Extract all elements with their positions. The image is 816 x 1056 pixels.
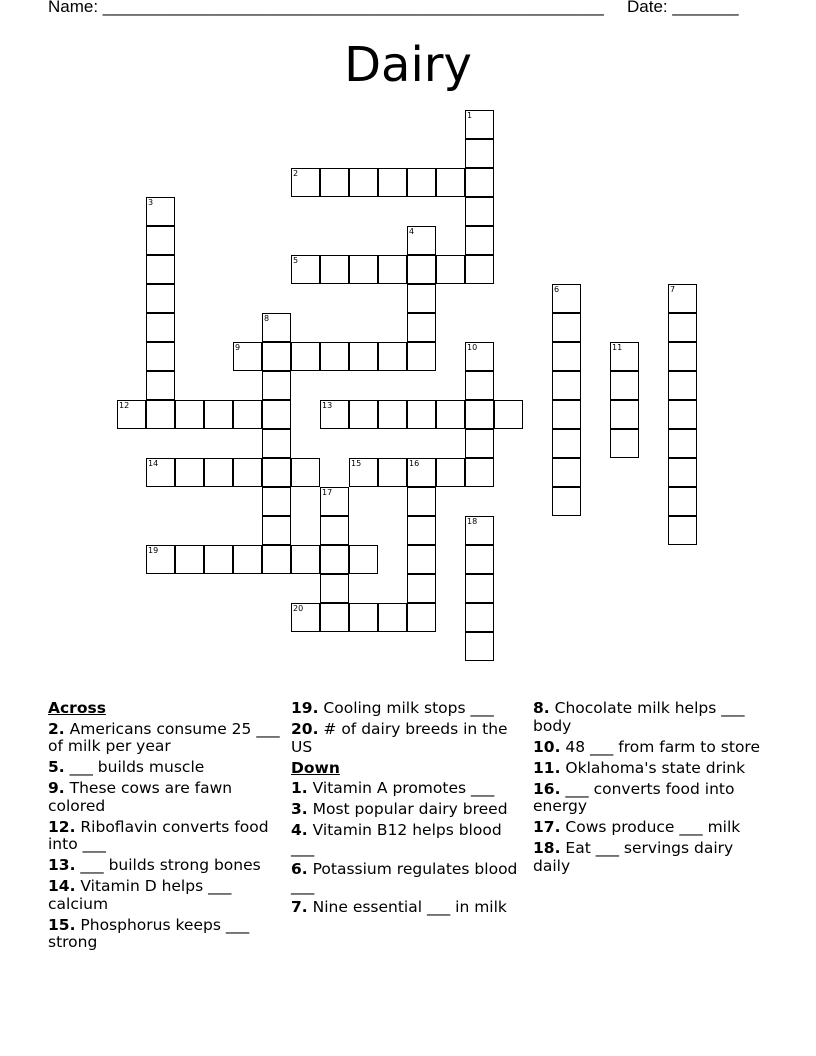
clue-text: Phosphorus keeps ___ strong [48,915,250,951]
grid-cell[interactable] [465,516,494,545]
clues-column-3 [533,700,765,879]
clue-number-label: 12. [48,817,76,836]
grid-cell[interactable] [552,400,581,429]
clue-item [533,840,765,875]
grid-cell[interactable] [378,168,407,197]
grid-cell[interactable] [320,168,349,197]
clue-item [533,819,765,837]
grid-cell[interactable] [349,400,378,429]
clue-number-label: 16. [533,779,561,798]
grid-cell[interactable] [146,313,175,342]
grid-cell[interactable] [407,487,436,516]
clue-text: Chocolate milk helps ___ body [533,699,745,735]
clue-item [291,861,523,896]
clue-number-label: 11. [533,758,561,777]
grid-cell[interactable] [204,400,233,429]
grid-cell[interactable] [465,255,494,284]
grid-cell[interactable] [175,458,204,487]
clue-number: 1 [467,111,473,120]
grid-cell[interactable] [494,400,523,429]
clue-text: Vitamin B12 helps blood ___ [291,821,502,857]
clue-item [48,759,280,777]
grid-cell[interactable] [552,342,581,371]
grid-cell[interactable] [291,342,320,371]
clue-number-label: 18. [533,839,561,857]
clue-text: Cows produce ___ milk [565,818,741,836]
grid-cell[interactable] [610,371,639,400]
clue-number-label: 20. [291,720,319,738]
grid-cell[interactable] [175,400,204,429]
grid-cell[interactable] [320,342,349,371]
grid-cell[interactable] [146,545,175,574]
clue-item [291,899,523,917]
clue-number-label: 14. [48,877,76,895]
grid-cell[interactable] [610,400,639,429]
clue-number: 20 [293,604,304,613]
grid-cell[interactable] [552,313,581,342]
clue-item [533,781,765,816]
grid-cell[interactable] [320,400,349,429]
clue-number: 19 [148,546,159,555]
grid-cell[interactable] [407,168,436,197]
clue-text: 48 ___ from farm to store [565,737,761,756]
grid-cell[interactable] [668,313,697,342]
clue-number: 3 [148,198,154,207]
grid-cell[interactable] [175,545,204,574]
grid-cell[interactable] [291,458,320,487]
clue-item [533,760,765,778]
grid-cell[interactable] [610,342,639,371]
grid-cell[interactable] [349,545,378,574]
grid-cell[interactable] [407,400,436,429]
grid-cell[interactable] [320,255,349,284]
grid-cell[interactable] [465,574,494,603]
clue-text: Americans consume 25 ___ of milk per year [48,719,280,755]
grid-cell[interactable] [349,342,378,371]
page-title: Dairy [344,37,472,93]
grid-cell[interactable] [668,458,697,487]
clue-item [291,822,523,857]
grid-cell[interactable] [407,284,436,313]
clue-number-label: 6. [291,859,308,878]
grid-cell[interactable] [610,429,639,458]
clue-item [48,780,280,815]
clue-text: Eat ___ servings dairy daily [533,839,734,875]
grid-cell[interactable] [465,226,494,255]
grid-cell[interactable] [291,603,320,632]
grid-cell[interactable] [262,516,291,545]
grid-cell[interactable] [465,458,494,487]
grid-cell[interactable] [204,545,233,574]
clue-item [291,780,523,798]
grid-cell[interactable] [349,168,378,197]
grid-cell[interactable] [233,400,262,429]
grid-cell[interactable] [320,603,349,632]
grid-cell[interactable] [262,371,291,400]
grid-cell[interactable] [465,400,494,429]
grid-cell[interactable] [233,545,262,574]
grid-cell[interactable] [465,371,494,400]
grid-cell[interactable] [668,487,697,516]
clue-item [291,721,523,756]
grid-cell[interactable] [407,603,436,632]
grid-cell[interactable] [146,255,175,284]
grid-cell[interactable] [378,458,407,487]
clue-text: These cows are fawn colored [48,779,233,815]
clue-number: 15 [351,459,362,468]
grid-cell[interactable] [465,545,494,574]
grid-cell[interactable] [436,400,465,429]
grid-cell[interactable] [262,313,291,342]
section-heading: Down [291,758,340,777]
grid-cell[interactable] [320,487,349,516]
clue-number: 14 [148,459,159,468]
clue-text: # of dairy breeds in the US [291,720,508,756]
grid-cell[interactable] [668,371,697,400]
grid-cell[interactable] [668,284,697,313]
clue-text: Cooling milk stops ___ [323,699,494,717]
grid-cell[interactable] [552,429,581,458]
clue-number: 18 [467,517,478,526]
grid-cell[interactable] [465,429,494,458]
grid-cell[interactable] [146,371,175,400]
clue-number: 5 [293,256,299,265]
clue-text: Vitamin A promotes ___ [312,779,495,797]
grid-cell[interactable] [552,284,581,313]
clue-number-label: 7. [291,898,308,916]
grid-cell[interactable] [233,342,262,371]
clue-number-label: 10. [533,737,561,756]
grid-cell[interactable] [262,400,291,429]
clue-text: Potassium regulates blood ___ [291,859,518,895]
section-heading: Across [48,699,106,717]
grid-cell[interactable] [349,458,378,487]
clue-item [291,700,523,718]
date-line[interactable]: Date: _______ [627,0,739,16]
clue-text: Vitamin D helps ___ calcium [48,877,232,913]
clue-item [48,917,280,952]
grid-cell[interactable] [465,197,494,226]
grid-cell[interactable] [407,545,436,574]
clue-number: 7 [670,285,676,294]
grid-cell[interactable] [262,545,291,574]
grid-cell[interactable] [378,603,407,632]
clue-text: ___ builds muscle [69,758,205,776]
grid-cell[interactable] [407,458,436,487]
clue-number-label: 4. [291,821,308,839]
grid-cell[interactable] [349,603,378,632]
grid-cell[interactable] [320,516,349,545]
grid-cell[interactable] [262,487,291,516]
grid-cell[interactable] [204,458,233,487]
grid-cell[interactable] [668,429,697,458]
grid-cell[interactable] [465,139,494,168]
clue-number-label: 13. [48,856,76,874]
clue-text: ___ converts food into energy [533,779,735,815]
clue-item [48,721,280,756]
clues-column-2 [291,700,523,920]
grid-cell[interactable] [552,458,581,487]
name-line[interactable]: Name: _____________________________________________________ [48,0,604,16]
clue-item [291,801,523,819]
clue-number: 17 [322,488,333,497]
grid-cell[interactable] [407,226,436,255]
clue-number: 12 [119,401,130,410]
clue-number-label: 3. [291,800,308,818]
grid-cell[interactable] [320,545,349,574]
clue-number: 2 [293,169,299,178]
clue-number: 16 [409,459,420,468]
clues-column-1 [48,700,280,955]
grid-cell[interactable] [465,168,494,197]
grid-cell[interactable] [552,487,581,516]
grid-cell[interactable] [378,400,407,429]
clue-number: 9 [235,343,241,352]
grid-cell[interactable] [146,342,175,371]
clue-number-label: 2. [48,719,65,738]
clue-number: 8 [264,314,270,323]
grid-cell[interactable] [407,574,436,603]
clue-item [48,857,280,875]
clue-number: 10 [467,343,478,352]
clue-number-label: 9. [48,779,65,797]
grid-cell[interactable] [378,342,407,371]
grid-cell[interactable] [146,284,175,313]
grid-cell[interactable] [552,371,581,400]
grid-cell[interactable] [291,545,320,574]
grid-cell[interactable] [465,110,494,139]
clue-number-label: 8. [533,699,550,717]
grid-cell[interactable] [668,516,697,545]
grid-cell[interactable] [436,255,465,284]
grid-cell[interactable] [262,458,291,487]
grid-cell[interactable] [436,458,465,487]
clue-number-label: 15. [48,915,76,934]
grid-cell[interactable] [291,168,320,197]
clue-item [533,739,765,757]
clue-number: 6 [554,285,560,294]
clue-item [533,700,765,735]
clue-number: 11 [612,343,623,352]
grid-cell[interactable] [262,342,291,371]
clue-text: ___ builds strong bones [80,856,261,874]
grid-cell[interactable] [465,342,494,371]
clue-number: 4 [409,227,415,236]
clue-number-label: 17. [533,818,561,836]
clue-text: Oklahoma's state drink [565,758,746,777]
clue-number-label: 1. [291,779,308,797]
grid-cell[interactable] [407,516,436,545]
grid-cell[interactable] [146,226,175,255]
grid-cell[interactable] [465,632,494,661]
clue-item [48,878,280,913]
grid-cell[interactable] [146,197,175,226]
grid-cell[interactable] [668,400,697,429]
clue-number-label: 19. [291,699,319,717]
grid-cell[interactable] [407,313,436,342]
grid-cell[interactable] [436,168,465,197]
grid-cell[interactable] [465,603,494,632]
clue-number-label: 5. [48,758,65,776]
grid-cell[interactable] [378,255,407,284]
clue-text: Most popular dairy breed [312,800,508,818]
grid-cell[interactable] [668,342,697,371]
clue-item [48,819,280,854]
grid-cell[interactable] [320,574,349,603]
grid-cell[interactable] [117,400,146,429]
grid-cell[interactable] [291,255,320,284]
clue-text: Riboflavin converts food into ___ [48,817,269,853]
grid-cell[interactable] [407,255,436,284]
grid-cell[interactable] [262,429,291,458]
grid-cell[interactable] [233,458,262,487]
grid-cell[interactable] [146,458,175,487]
grid-cell[interactable] [349,255,378,284]
grid-cell[interactable] [407,342,436,371]
clue-text: Nine essential ___ in milk [312,898,507,916]
clue-number: 13 [322,401,333,410]
grid-cell[interactable] [146,400,175,429]
